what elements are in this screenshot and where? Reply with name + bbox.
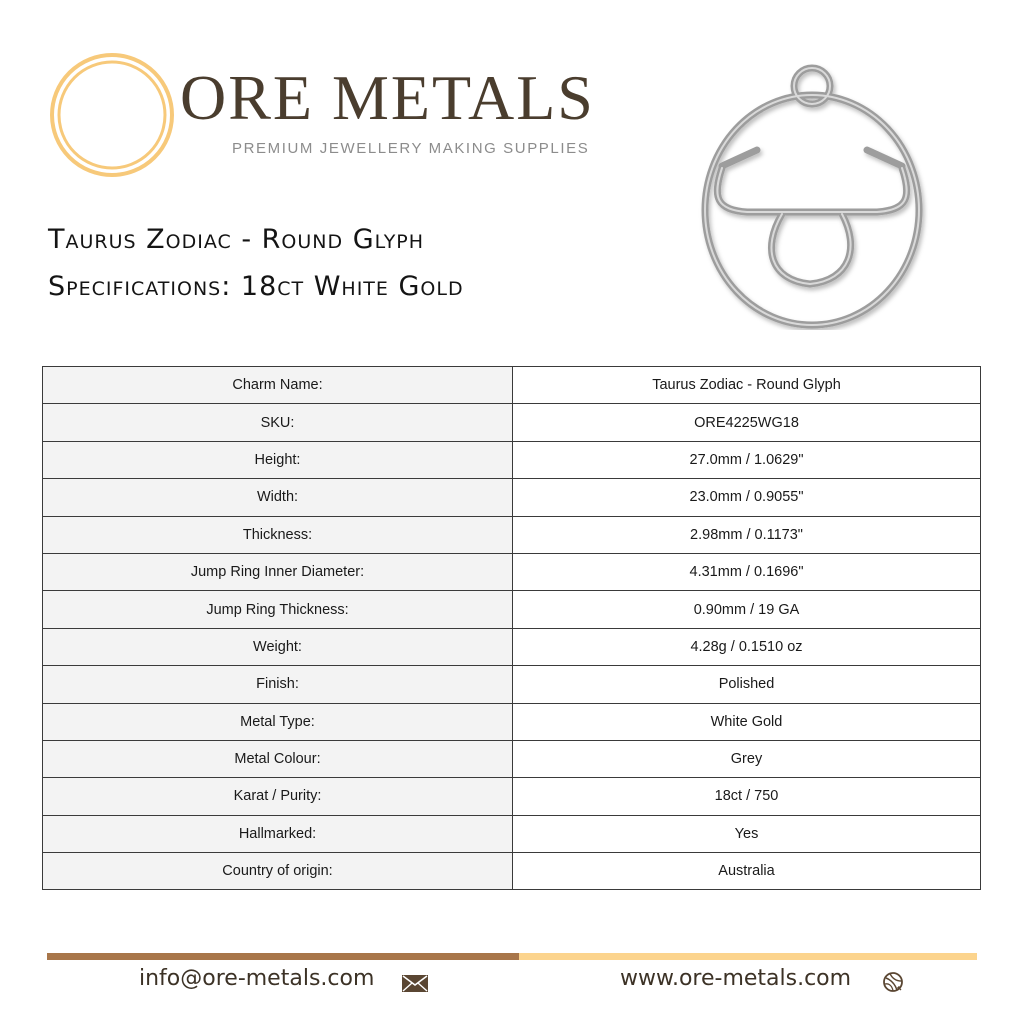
envelope-icon bbox=[402, 975, 428, 992]
table-row bbox=[43, 441, 981, 478]
table-row bbox=[43, 853, 981, 890]
website-link[interactable]: www.ore-metals.com bbox=[620, 966, 852, 991]
table-row bbox=[43, 367, 981, 404]
spec-value: Taurus Zodiac - Round Glyph bbox=[513, 367, 981, 404]
email-link[interactable]: info@ore-metals.com bbox=[139, 966, 375, 991]
brand-name: ORE METALS bbox=[180, 62, 595, 133]
spec-label: Height: bbox=[43, 441, 513, 478]
spec-label: Weight: bbox=[43, 628, 513, 665]
spec-value: 4.31mm / 0.1696" bbox=[513, 553, 981, 590]
spec-value: White Gold bbox=[513, 703, 981, 740]
specifications-heading: Specifications: 18ct White Gold bbox=[48, 271, 464, 302]
spec-label: Hallmarked: bbox=[43, 815, 513, 852]
spec-value: Yes bbox=[513, 815, 981, 852]
spec-label: Metal Colour: bbox=[43, 740, 513, 777]
spec-value: 2.98mm / 0.1173" bbox=[513, 516, 981, 553]
spec-value: Australia bbox=[513, 853, 981, 890]
table-row bbox=[43, 815, 981, 852]
spec-label: SKU: bbox=[43, 404, 513, 441]
spec-value: 0.90mm / 19 GA bbox=[513, 591, 981, 628]
spec-label: Country of origin: bbox=[43, 853, 513, 890]
spec-label: Karat / Purity: bbox=[43, 778, 513, 815]
product-title: Taurus Zodiac - Round Glyph bbox=[48, 224, 425, 255]
spec-value: Grey bbox=[513, 740, 981, 777]
spec-value: 18ct / 750 bbox=[513, 778, 981, 815]
table-row bbox=[43, 553, 981, 590]
spec-value: 27.0mm / 1.0629" bbox=[513, 441, 981, 478]
table-row bbox=[43, 778, 981, 815]
table-row bbox=[43, 703, 981, 740]
spec-label: Width: bbox=[43, 479, 513, 516]
spec-label: Finish: bbox=[43, 666, 513, 703]
brand-tagline: PREMIUM JEWELLERY MAKING SUPPLIES bbox=[232, 140, 590, 157]
table-row bbox=[43, 516, 981, 553]
spec-label: Charm Name: bbox=[43, 367, 513, 404]
spec-value: 4.28g / 0.1510 oz bbox=[513, 628, 981, 665]
taurus-charm-image-icon bbox=[692, 58, 932, 330]
table-row bbox=[43, 591, 981, 628]
globe-icon bbox=[882, 971, 904, 993]
table-row bbox=[43, 666, 981, 703]
footer-divider-left bbox=[47, 953, 519, 960]
table-row bbox=[43, 740, 981, 777]
spec-label: Thickness: bbox=[43, 516, 513, 553]
spec-value: ORE4225WG18 bbox=[513, 404, 981, 441]
table-row bbox=[43, 404, 981, 441]
footer-divider-right bbox=[519, 953, 977, 960]
spec-value: 23.0mm / 0.9055" bbox=[513, 479, 981, 516]
table-row bbox=[43, 479, 981, 516]
spec-label: Jump Ring Inner Diameter: bbox=[43, 553, 513, 590]
logo-rings-icon bbox=[49, 52, 175, 178]
spec-value: Polished bbox=[513, 666, 981, 703]
table-row bbox=[43, 628, 981, 665]
spec-label: Metal Type: bbox=[43, 703, 513, 740]
spec-label: Jump Ring Thickness: bbox=[43, 591, 513, 628]
specifications-table bbox=[42, 366, 981, 890]
